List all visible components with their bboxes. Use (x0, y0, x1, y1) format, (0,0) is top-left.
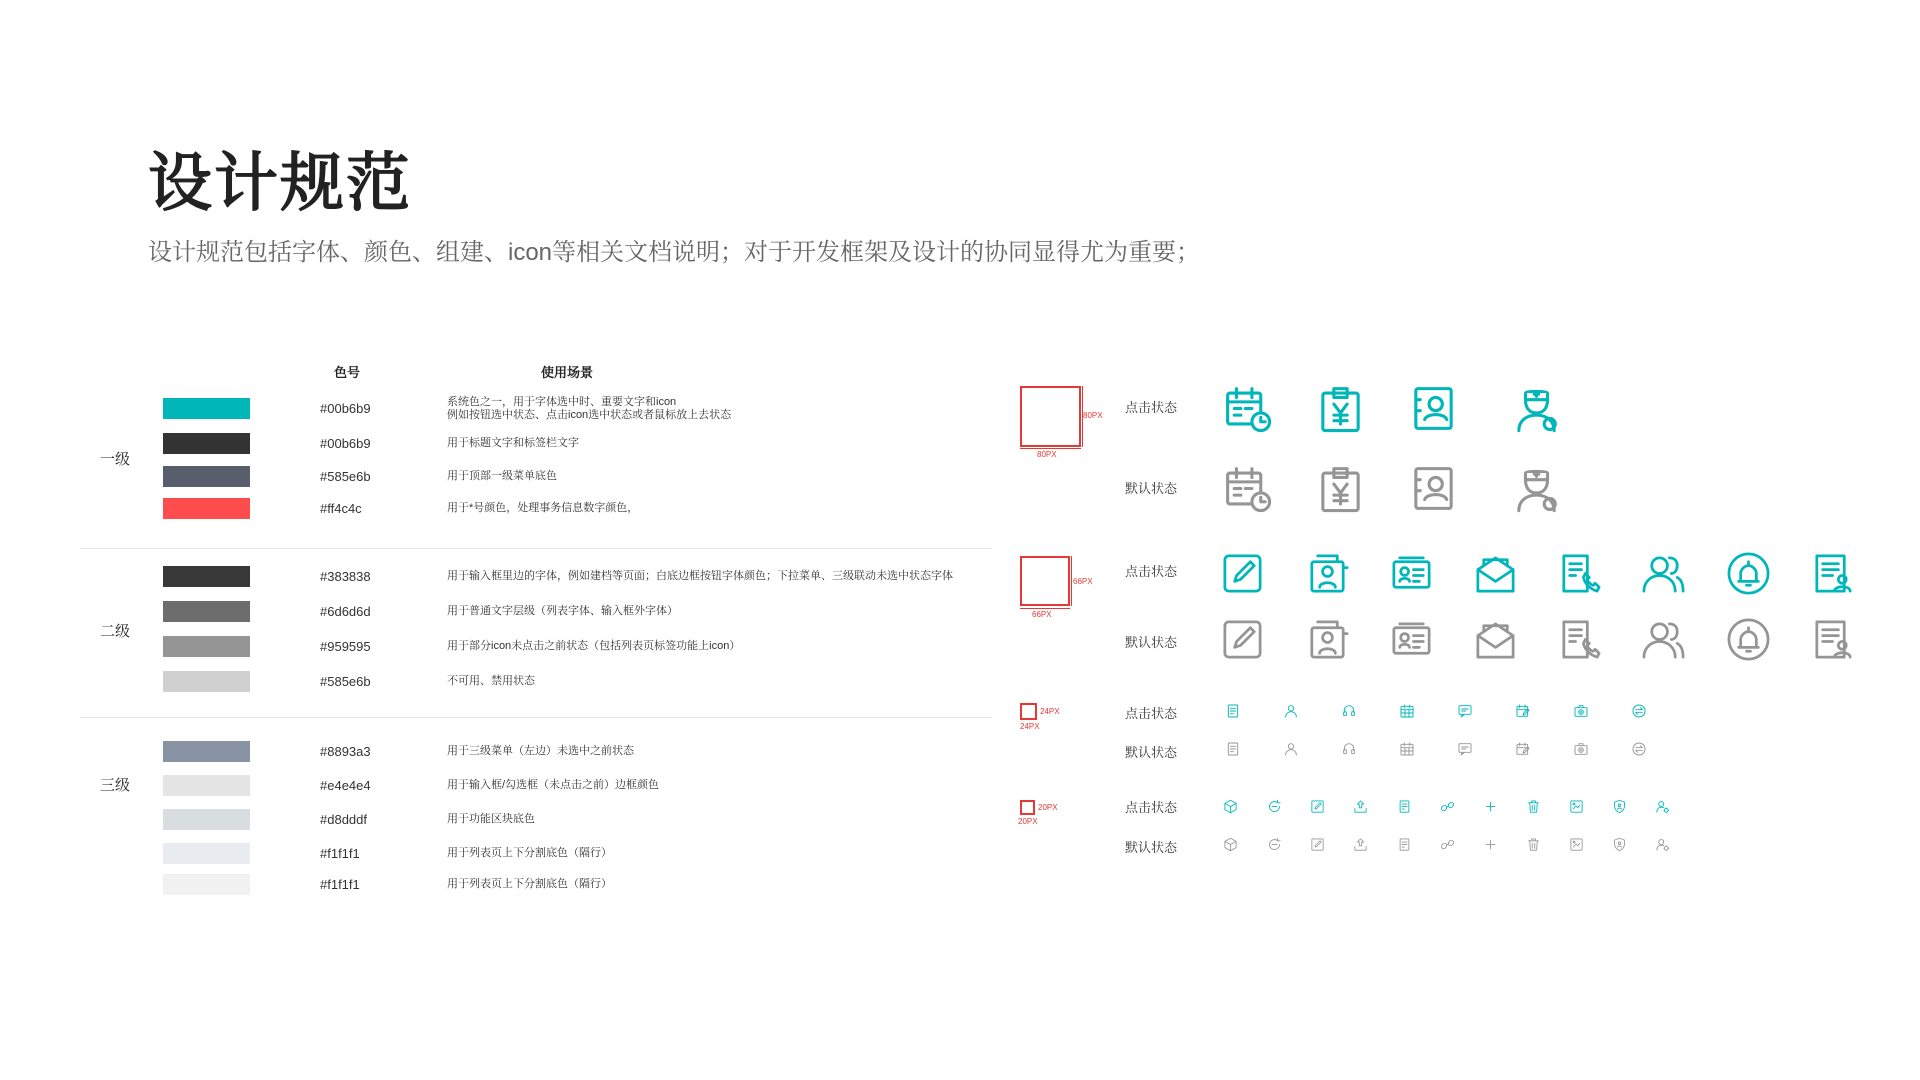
color-hex: #585e6b (320, 674, 371, 689)
state-label-default: 默认状态 (1125, 840, 1178, 855)
trash-icon (1526, 837, 1541, 852)
upload-icon (1353, 799, 1368, 814)
color-hex: #959595 (320, 639, 371, 654)
size-label: 20PX (1018, 817, 1038, 826)
link-icon (1440, 837, 1455, 852)
color-hex: #ff4c4c (320, 501, 362, 516)
calendar-clock-icon (1221, 462, 1274, 515)
usage-line: 用于列表页上下分割底色（隔行） (447, 878, 612, 890)
level-label-3: 三级 (100, 777, 131, 794)
column-header-usage: 使用场景 (541, 365, 594, 380)
usage-line: 用于标题文字和标签栏文字 (447, 437, 579, 449)
usage-line: 用于功能区块底色 (447, 813, 535, 825)
size-tick (1020, 608, 1070, 609)
id-card-icon (1388, 616, 1435, 663)
size-box-66 (1020, 556, 1070, 606)
size-label: 80PX (1083, 411, 1103, 420)
color-hex: #f1f1f1 (320, 877, 360, 892)
headset-icon (1341, 703, 1357, 719)
shield-icon (1612, 799, 1627, 814)
alarm-bell-icon (1725, 550, 1772, 597)
usage-line: 用于列表页上下分割底色（隔行） (447, 847, 612, 859)
message-icon (1457, 703, 1473, 719)
state-label-active: 点击状态 (1125, 564, 1178, 579)
page-subtitle: 设计规范包括字体、颜色、组建、icon等相关文档说明；对于开发框架及设计的协同显得尤为重要； (148, 239, 1201, 266)
color-hex: #f1f1f1 (320, 846, 360, 861)
document-phone-icon (1556, 550, 1603, 597)
size-label: 66PX (1032, 610, 1052, 619)
color-hex: #e4e4e4 (320, 778, 371, 793)
state-label-active: 点击状态 (1125, 400, 1178, 415)
message-icon (1457, 741, 1473, 757)
pencil-square-icon (1310, 799, 1325, 814)
calendar-edit-icon (1515, 703, 1531, 719)
color-hex: #8893a3 (320, 744, 371, 759)
switch-icon (1631, 741, 1647, 757)
trash-icon (1526, 799, 1541, 814)
state-label-default: 默认状态 (1125, 481, 1178, 496)
size-tick (1020, 448, 1081, 449)
usage-line: 用于三级菜单（左边）未选中之前状态 (447, 745, 634, 757)
contact-card-icon (1407, 462, 1460, 515)
user-settings-icon (1655, 799, 1670, 814)
color-hex: #00b6b9 (320, 436, 371, 451)
users-icon (1640, 550, 1687, 597)
size-label: 24PX (1040, 707, 1060, 716)
record-user-icon (1809, 550, 1856, 597)
column-header-hex: 色号 (334, 365, 361, 380)
patient-folder-icon (1304, 616, 1351, 663)
color-hex: #d8dddf (320, 812, 367, 827)
user-icon (1283, 741, 1299, 757)
color-hex: #00b6b9 (320, 401, 371, 416)
size-tick (1071, 556, 1072, 606)
usage-line: 用于普通文字层级（列表字体、输入框外字体） (447, 605, 678, 617)
note-icon (1225, 741, 1241, 757)
size-box-20 (1020, 800, 1035, 815)
usage-line: 例如按钮选中状态、点击icon选中状态或者鼠标放上去状态 (447, 409, 732, 421)
contact-card-icon (1407, 382, 1460, 435)
state-label-active: 点击状态 (1125, 706, 1178, 721)
link-icon (1440, 799, 1455, 814)
record-user-icon (1809, 616, 1856, 663)
color-hex: #6d6d6d (320, 604, 371, 619)
user-icon (1283, 703, 1299, 719)
document-phone-icon (1556, 616, 1603, 663)
size-label: 80PX (1037, 450, 1057, 459)
medical-bag-icon (1573, 741, 1589, 757)
user-settings-icon (1655, 837, 1670, 852)
edit-icon (1219, 616, 1266, 663)
envelope-icon (1472, 550, 1519, 597)
image-icon (1569, 799, 1584, 814)
usage-line: 用于输入框里边的字体，例如建档等页面；白底边框按钮字体颜色；下拉菜单、三级联动未选中状态字体 (447, 570, 953, 582)
pencil-square-icon (1310, 837, 1325, 852)
state-label-active: 点击状态 (1125, 800, 1178, 815)
doctor-icon (1510, 462, 1563, 515)
page-title: 设计规范 (148, 147, 412, 219)
usage-line: 不可用、禁用状态 (447, 675, 535, 687)
upload-icon (1353, 837, 1368, 852)
shield-icon (1612, 837, 1627, 852)
id-card-icon (1388, 550, 1435, 597)
clipboard-yen-icon (1314, 462, 1367, 515)
clipboard-yen-icon (1314, 382, 1367, 435)
refresh-icon (1267, 799, 1282, 814)
alarm-bell-icon (1725, 616, 1772, 663)
plus-icon (1483, 837, 1498, 852)
headset-icon (1341, 741, 1357, 757)
usage-line: 用于*号颜色，处理事务信息数字颜色， (447, 502, 639, 514)
level-label-2: 二级 (100, 623, 131, 640)
calendar-grid-icon (1399, 703, 1415, 719)
list-doc-icon (1397, 837, 1412, 852)
usage-line: 用于输入框/勾选框（未点击之前）边框颜色 (447, 779, 660, 791)
switch-icon (1631, 703, 1647, 719)
patient-folder-icon (1304, 550, 1351, 597)
size-label: 66PX (1073, 577, 1093, 586)
level-label-1: 一级 (100, 451, 131, 468)
size-label: 20PX (1038, 803, 1058, 812)
users-icon (1640, 616, 1687, 663)
state-label-default: 默认状态 (1125, 635, 1178, 650)
cube-icon (1223, 799, 1238, 814)
note-icon (1225, 703, 1241, 719)
color-hex: #383838 (320, 569, 371, 584)
calendar-clock-icon (1221, 382, 1274, 435)
list-doc-icon (1397, 799, 1412, 814)
usage-line: 用于顶部一级菜单底色 (447, 470, 557, 482)
state-label-default: 默认状态 (1125, 745, 1178, 760)
medical-bag-icon (1573, 703, 1589, 719)
size-box-24 (1020, 703, 1037, 720)
doctor-icon (1510, 382, 1563, 435)
image-icon (1569, 837, 1584, 852)
calendar-grid-icon (1399, 741, 1415, 757)
edit-icon (1219, 550, 1266, 597)
color-hex: #585e6b (320, 469, 371, 484)
usage-line: 用于部分icon未点击之前状态（包括列表页标签功能上icon） (447, 640, 741, 652)
envelope-icon (1472, 616, 1519, 663)
cube-icon (1223, 837, 1238, 852)
calendar-edit-icon (1515, 741, 1531, 757)
refresh-icon (1267, 837, 1282, 852)
plus-icon (1483, 799, 1498, 814)
size-box-80 (1020, 386, 1081, 447)
size-label: 24PX (1020, 722, 1040, 731)
usage-line: 系统色之一，用于字体选中时、重要文字和icon (447, 396, 677, 408)
